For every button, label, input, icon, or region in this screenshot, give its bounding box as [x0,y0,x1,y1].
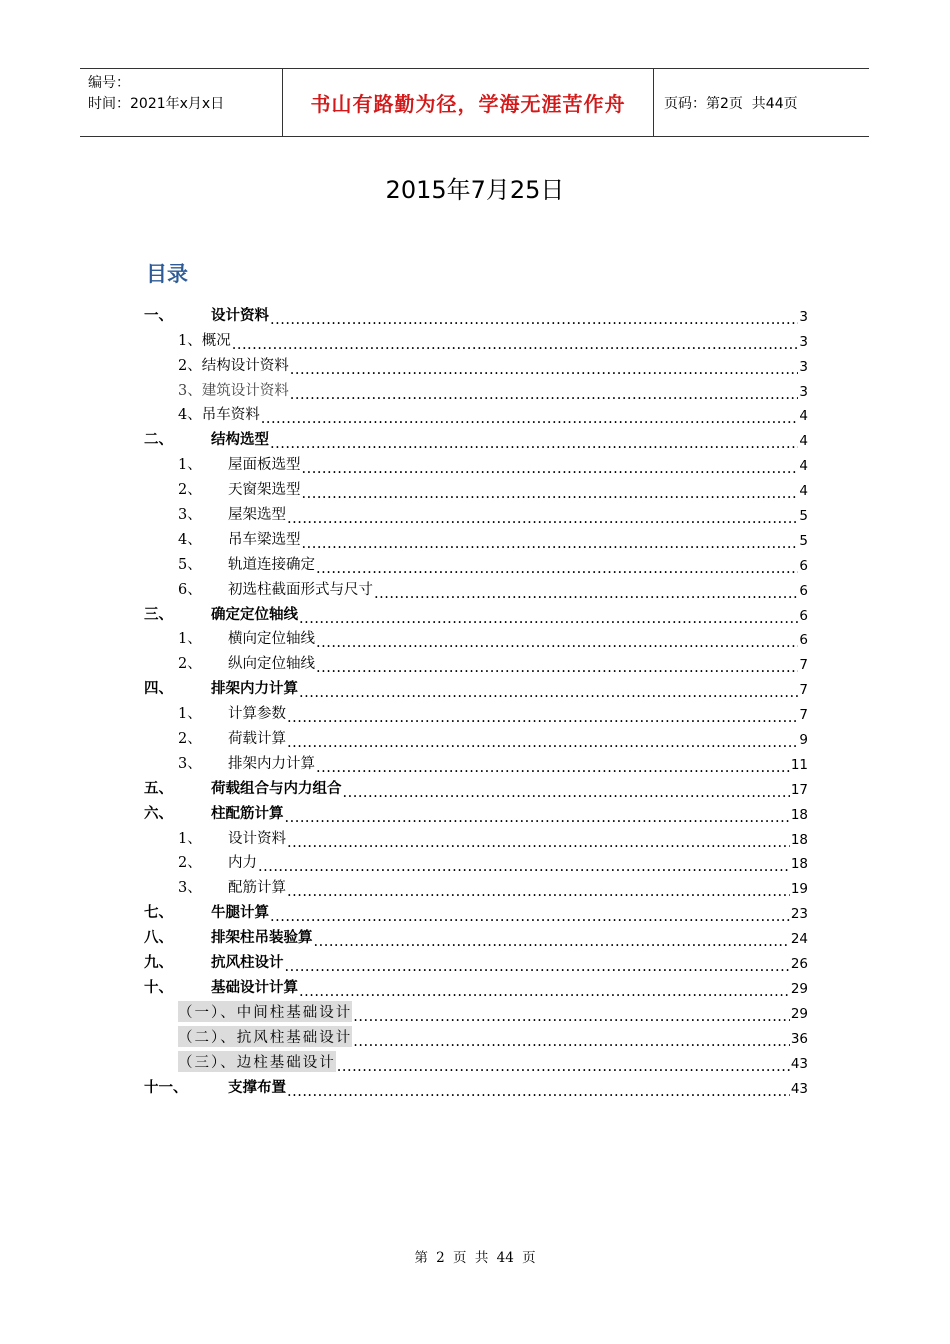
toc-entry-page: 6 [799,582,808,599]
toc-entry-number: 4、 [178,407,202,424]
toc-entry-text: 内力 [228,855,257,872]
toc-entry-page: 18 [790,856,808,873]
toc-entry-page: 29 [790,1005,808,1022]
dot-leader [353,1032,790,1047]
toc-entry-number: 3、 [178,755,202,772]
toc-entry[interactable] [144,773,808,798]
toc-entry-number: 二、 [144,432,173,449]
toc-entry-text: 荷载计算 [228,731,286,748]
toc-entry-text: 计算参数 [228,706,286,723]
toc-entry-text: 结构设计资料 [201,357,289,374]
toc-entry-page: 5 [799,508,808,525]
toc-entry-number: 四、 [144,681,173,698]
toc-entry-number: 九、 [144,955,173,972]
toc-entry-page: 29 [790,980,808,997]
toc-entry[interactable] [144,499,808,524]
toc-entry-page: 18 [790,831,808,848]
toc-entry-text: 基础设计计算 [211,979,298,996]
toc-entry-number: 1、 [178,332,202,349]
page-header [80,68,869,137]
toc-entry-page: 7 [799,707,808,724]
toc-entry[interactable] [144,424,808,449]
toc-entry-number: 六、 [144,805,173,822]
toc-entry-text: 吊车资料 [201,407,260,424]
toc-entry[interactable] [144,872,808,897]
toc-entry-text: 抗风柱设计 [211,955,284,972]
toc-entry[interactable] [144,549,808,574]
toc-entry-number: 3、 [178,382,202,399]
toc-entry-page: 3 [799,358,808,375]
toc-entry[interactable] [144,897,808,922]
toc-entry-text: 轨道连接确定 [228,556,315,573]
table-of-contents [144,300,808,1097]
dot-leader [302,460,799,475]
dot-leader [302,534,799,549]
toc-entry-text: 吊车梁选型 [228,531,301,548]
toc-entry-number: 3、 [178,880,202,897]
toc-entry-page: 24 [790,931,808,948]
dot-leader [285,808,790,823]
toc-entry-number: 3、 [178,507,202,524]
toc-entry[interactable] [144,300,808,325]
toc-entry-text: 排架内力计算 [228,755,315,772]
toc-entry[interactable] [144,648,808,673]
toc-entry-text: （二）、抗风柱基础设计 [178,1026,352,1047]
dot-leader [299,609,798,624]
toc-entry-page: 4 [799,458,808,475]
toc-entry-text: 结构选型 [211,432,269,449]
dot-leader [287,1082,790,1097]
dot-leader [316,634,798,649]
toc-entry[interactable] [144,1022,808,1047]
toc-entry-text: 概况 [201,332,231,349]
toc-entry-text: 牛腿计算 [211,905,269,922]
toc-entry-text: 天窗架选型 [228,482,301,499]
number-label: 编号： [88,75,130,91]
toc-entry[interactable] [144,848,808,873]
toc-entry-page: 11 [790,756,808,773]
toc-entry[interactable] [144,922,808,947]
toc-entry-number: 三、 [144,606,173,623]
toc-entry-page: 4 [799,433,808,450]
dot-leader [287,734,798,749]
motto-text: 书山有路勤为径，学海无涯苦作舟 [310,92,626,116]
dot-leader [270,435,798,450]
toc-entry-page: 6 [799,607,808,624]
toc-entry-number: 十一、 [144,1079,188,1096]
toc-entry-page: 4 [799,483,808,500]
toc-entry-page: 7 [799,657,808,674]
toc-entry-number: 2、 [178,731,202,748]
toc-entry-page: 43 [790,1080,808,1097]
toc-entry-text: 设计资料 [211,307,269,324]
dot-leader [314,933,790,948]
dot-leader [299,684,798,699]
dot-leader [287,709,798,724]
page-info: 页码：第2页 共44页 [664,95,798,112]
toc-entry-page: 3 [799,333,808,350]
dot-leader [287,883,790,898]
dot-leader [287,510,798,525]
toc-entry[interactable] [144,1047,808,1072]
toc-entry-text: 排架内力计算 [211,681,298,698]
dot-leader [261,410,799,425]
toc-entry-text: （一）、中间柱基础设计 [178,1001,352,1022]
toc-entry-text: （三）、边柱基础设计 [178,1051,336,1072]
toc-entry-page: 3 [799,308,808,325]
toc-entry-page: 23 [790,906,808,923]
toc-entry-number: 1、 [178,706,202,723]
toc-entry-number: 八、 [144,930,173,947]
toc-entry-page: 26 [790,956,808,973]
toc-entry-number: 2、 [178,656,202,673]
dot-leader [290,385,799,400]
toc-entry-text: 荷载组合与内力组合 [211,780,342,797]
toc-entry-number: 6、 [178,581,202,598]
dot-leader [290,360,799,375]
toc-entry-text: 屋面板选型 [228,457,301,474]
toc-entry-number: 1、 [178,830,202,847]
toc-entry-text: 确定定位轴线 [211,606,298,623]
toc-entry-page: 7 [799,682,808,699]
toc-entry-number: 2、 [178,357,202,374]
toc-entry[interactable] [144,798,808,823]
dot-leader [316,758,790,773]
toc-entry[interactable] [144,997,808,1022]
toc-entry[interactable] [144,599,808,624]
toc-entry-page: 3 [799,383,808,400]
dot-leader [337,1057,790,1072]
toc-entry-number: 4、 [178,531,202,548]
header-motto-cell [282,69,654,136]
toc-entry-page: 19 [790,881,808,898]
time-label: 时间：2021年x月x日 [88,96,225,112]
toc-entry-page: 9 [799,732,808,749]
toc-entry-page: 6 [799,632,808,649]
dot-leader [270,908,790,923]
toc-entry[interactable] [144,325,808,350]
toc-entry[interactable] [144,524,808,549]
toc-entry-number: 1、 [178,631,202,648]
dot-leader [302,485,799,500]
header-page-cell [654,69,869,136]
dot-leader [316,659,798,674]
dot-leader [374,584,798,599]
toc-entry[interactable] [144,947,808,972]
toc-entry[interactable] [144,1072,808,1097]
toc-entry[interactable] [144,350,808,375]
toc-entry-number: 5、 [178,556,202,573]
toc-entry[interactable] [144,748,808,773]
page-footer: 第 2 页 共 44 页 [414,1250,536,1266]
toc-entry[interactable] [144,698,808,723]
toc-entry-page: 17 [790,781,808,798]
toc-entry[interactable] [144,449,808,474]
dot-leader [258,858,790,873]
toc-entry[interactable] [144,823,808,848]
toc-entry-number: 七、 [144,905,173,922]
toc-entry-text: 纵向定位轴线 [228,656,315,673]
dot-leader [299,982,790,997]
toc-entry-number: 2、 [178,482,202,499]
toc-entry-text: 配筋计算 [228,880,286,897]
toc-entry[interactable] [144,400,808,425]
toc-entry-page: 5 [799,532,808,549]
toc-entry[interactable] [144,474,808,499]
dot-leader [343,783,790,798]
toc-entry-text: 横向定位轴线 [228,631,315,648]
dot-leader [270,310,798,325]
toc-entry-text: 排架柱吊装验算 [211,930,313,947]
toc-entry-page: 36 [790,1030,808,1047]
toc-entry[interactable] [144,723,808,748]
toc-entry-page: 6 [799,557,808,574]
toc-entry-page: 18 [790,806,808,823]
toc-entry-text: 支撑布置 [228,1079,286,1096]
toc-entry-text: 初选柱截面形式与尺寸 [228,581,373,598]
dot-leader [316,559,798,574]
toc-entry-number: 2、 [178,855,202,872]
toc-entry-number: 五、 [144,780,173,797]
toc-entry[interactable] [144,673,808,698]
toc-entry-text: 屋架选型 [228,507,286,524]
toc-entry-page: 4 [799,408,808,425]
toc-title: 目录 [146,262,188,286]
dot-leader [353,1007,790,1022]
toc-entry-number: 十、 [144,979,173,996]
toc-entry-number: 1、 [178,457,202,474]
header-meta [80,69,282,136]
toc-entry[interactable] [144,624,808,649]
toc-entry[interactable] [144,574,808,599]
toc-entry[interactable] [144,375,808,400]
toc-entry-page: 43 [790,1055,808,1072]
dot-leader [232,335,799,350]
toc-entry-text: 建筑设计资料 [201,382,289,399]
dot-leader [285,958,790,973]
document-date: 2015年7月25日 [385,176,565,204]
dot-leader [287,833,790,848]
toc-entry-text: 柱配筋计算 [211,805,284,822]
toc-entry-text: 设计资料 [228,830,286,847]
toc-entry[interactable] [144,972,808,997]
toc-entry-number: 一、 [144,307,173,324]
